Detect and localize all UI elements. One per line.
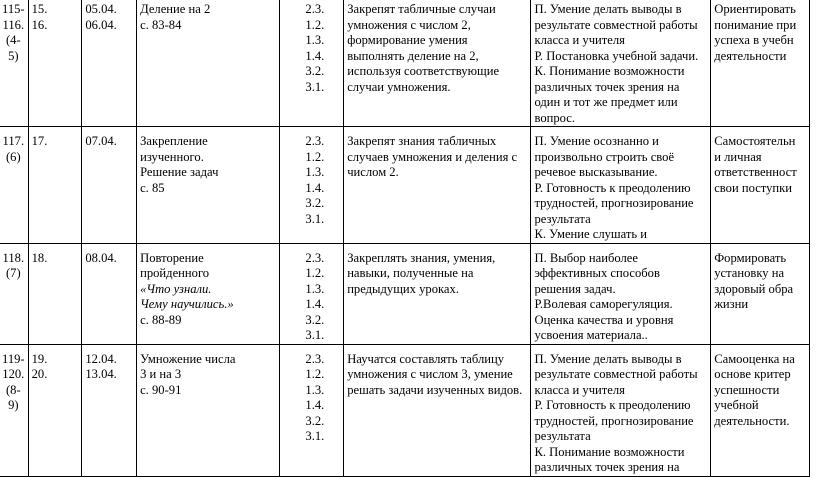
uud-cell <box>531 344 711 476</box>
lesson-number-line: 118. <box>2 250 25 265</box>
uud-line: результата <box>534 429 591 443</box>
subject-results-line: Закреплять знания, умения, <box>347 250 496 265</box>
requirement-codes-line: 1.3. <box>305 165 325 179</box>
date-cell <box>82 243 137 344</box>
topic-cell <box>137 243 279 344</box>
topic-line: с. 90-91 <box>140 382 182 397</box>
uud-line: Р.Волевая саморегуляция. <box>534 297 673 311</box>
topic-line: пройденного <box>140 266 210 280</box>
date-line: 05.04. <box>85 2 117 16</box>
personal-results-line: здоровый обра <box>714 281 794 296</box>
uud-line: К. Умение слушать и <box>534 227 648 241</box>
uud-line: речевое высказывание. <box>534 165 658 179</box>
uud-line: класса и учителя <box>534 33 625 47</box>
personal-results-cell <box>711 127 810 244</box>
topic-line: Решение задач <box>140 165 219 179</box>
topic-line: «Что узнали. <box>140 281 212 296</box>
requirement-codes-line: 3.2. <box>305 312 325 327</box>
lesson-index-line: 15. <box>31 2 48 16</box>
uud-line: П. Умение осознанно и <box>534 134 659 148</box>
personal-results-line: Самостоятельн <box>714 134 796 148</box>
uud-line: усвоения материала.. <box>534 328 648 342</box>
requirement-codes-line: 3.1. <box>305 328 325 342</box>
lesson-index-cell <box>28 243 82 344</box>
subject-results-line: Научатся составлять таблицу <box>347 351 505 366</box>
uud-cell <box>531 0 711 127</box>
requirement-codes-line: 1.4. <box>305 180 325 195</box>
uud-line: Р. Готовность к преодолению <box>534 398 691 412</box>
uud-line: результате совместной работы <box>534 367 698 381</box>
date-line: 06.04. <box>85 17 117 32</box>
date-line: 13.04. <box>85 367 117 381</box>
uud-line: результата <box>534 211 591 226</box>
date-line: 07.04. <box>85 134 117 148</box>
personal-results-line: жизни <box>714 297 749 311</box>
topic-cell <box>137 0 279 127</box>
uud-line: К. Понимание возможности <box>534 64 685 78</box>
uud-line: класса и учителя <box>534 382 625 397</box>
personal-results-cell <box>711 0 810 127</box>
requirement-codes-line: 1.3. <box>305 33 325 47</box>
lesson-index-line: 19. <box>31 351 48 366</box>
lesson-number-line: 119- <box>2 351 25 366</box>
personal-results-line: основе критер <box>714 367 791 381</box>
uud-line: один и тот же предмет или <box>534 95 678 109</box>
uud-cell <box>531 243 711 344</box>
subject-results-line: Закрепят знания табличных <box>347 134 497 148</box>
uud-cell <box>531 127 711 244</box>
topic-line: изученного. <box>140 149 204 164</box>
lesson-number-cell <box>0 127 28 244</box>
personal-results-line: и личная <box>714 149 762 164</box>
lesson-number-line: (6) <box>5 149 21 164</box>
requirement-codes-line: 1.4. <box>305 48 325 63</box>
uud-line: различных точек зрения на <box>534 460 680 474</box>
requirement-codes-line: 1.4. <box>305 398 325 412</box>
topic-line: Деление на 2 <box>140 2 211 16</box>
date-cell <box>82 127 137 244</box>
requirement-codes-line: 1.3. <box>305 382 325 397</box>
date-line: 08.04. <box>85 250 117 265</box>
topic-line: с. 85 <box>140 180 165 195</box>
lesson-number-line: 120. <box>2 367 25 381</box>
topic-line: с. 88-89 <box>140 312 182 327</box>
subject-results-line: умножения с числом 3, умение <box>347 367 513 381</box>
requirement-codes-line: 1.2. <box>305 367 325 381</box>
uud-line: результате совместной работы <box>534 17 698 32</box>
topic-line: с. 83-84 <box>140 17 182 32</box>
personal-results-line: учебной <box>714 398 759 412</box>
lesson-number-line: (8- <box>5 382 21 397</box>
topic-cell <box>137 344 279 476</box>
topic-line: 3 и на 3 <box>140 367 182 381</box>
lesson-index-line: 16. <box>31 17 48 32</box>
personal-results-line: понимание при <box>714 17 797 32</box>
personal-results-line: Самооценка на <box>714 351 795 366</box>
requirement-codes-line: 3.2. <box>305 413 325 428</box>
lesson-number-line: 9) <box>8 398 19 412</box>
subject-results-line: Закрепят табличные случаи <box>347 2 496 16</box>
personal-results-line: Ориентировать <box>714 2 796 16</box>
table-row <box>0 243 810 344</box>
requirement-codes-line: 1.2. <box>305 17 325 32</box>
lesson-index-line: 17. <box>31 134 48 148</box>
personal-results-cell <box>711 344 810 476</box>
lesson-number-line: (7) <box>5 266 21 280</box>
lesson-number-line: 116. <box>2 17 25 32</box>
requirement-codes-cell <box>279 127 344 244</box>
personal-results-line: успешности <box>714 382 780 397</box>
personal-results-line: деятельности. <box>714 413 790 428</box>
subject-results-line: формирование умения <box>347 33 468 47</box>
requirement-codes-line: 3.1. <box>305 79 325 94</box>
uud-line: вопрос. <box>534 110 576 125</box>
requirement-codes-line: 1.2. <box>305 266 325 280</box>
personal-results-line: деятельности <box>714 48 787 63</box>
subject-results-cell <box>344 243 531 344</box>
lesson-number-line: 117. <box>2 134 25 148</box>
lesson-number-line: 115- <box>2 2 25 16</box>
lesson-index-line: 18. <box>31 250 48 265</box>
requirement-codes-line: 3.1. <box>305 429 325 443</box>
personal-results-line: установку на <box>714 266 785 280</box>
personal-results-line: ответственност <box>714 165 797 179</box>
topic-line: Повторение <box>140 250 204 265</box>
lesson-number-cell <box>0 0 28 127</box>
uud-line: эффективных способов <box>534 266 660 280</box>
subject-results-line: умножения с числом 2, <box>347 17 471 32</box>
topic-line: Умножение числа <box>140 351 236 366</box>
requirement-codes-line: 2.3. <box>305 2 325 16</box>
requirement-codes-cell <box>279 0 344 127</box>
requirement-codes-cell <box>279 344 344 476</box>
uud-line: П. Выбор наиболее <box>534 250 638 265</box>
subject-results-cell <box>344 344 531 476</box>
requirement-codes-line: 1.2. <box>305 149 325 164</box>
personal-results-line: свои поступки <box>714 180 793 195</box>
subject-results-cell <box>344 0 531 127</box>
subject-results-line: решать задачи изученных видов. <box>347 382 523 397</box>
lesson-number-line: 5) <box>8 48 19 63</box>
lesson-index-cell <box>28 344 82 476</box>
requirement-codes-line: 2.3. <box>305 134 325 148</box>
topic-line: Закрепление <box>140 134 208 148</box>
uud-line: Р. Готовность к преодолению <box>534 180 691 195</box>
subject-results-line: используя соответствующие <box>347 64 500 78</box>
lesson-index-cell <box>28 127 82 244</box>
table-row <box>0 344 810 476</box>
subject-results-line: случаев умножения и деления с <box>347 149 518 164</box>
uud-line: трудностей, прогнозирование <box>534 196 694 210</box>
subject-results-line: числом 2. <box>347 165 399 179</box>
requirement-codes-line: 1.4. <box>305 297 325 311</box>
date-cell <box>82 0 137 127</box>
lesson-index-cell <box>28 0 82 127</box>
topic-line: Чему научились.» <box>140 297 234 311</box>
subject-results-cell <box>344 127 531 244</box>
uud-line: К. Понимание возможности <box>534 444 685 459</box>
subject-results-line: выполнять деление на 2, <box>347 48 479 63</box>
subject-results-line: случаи умножения. <box>347 79 451 94</box>
table-row <box>0 0 810 127</box>
uud-line: П. Умение делать выводы в <box>534 2 682 16</box>
personal-results-line: успеха в учебн <box>714 33 794 47</box>
uud-line: Р. Постановка учебной задачи. <box>534 48 699 63</box>
subject-results-line: навыки, полученные на <box>347 266 474 280</box>
uud-line: различных точек зрения на <box>534 79 680 94</box>
uud-line: решения задач. <box>534 281 616 296</box>
uud-line: Оценка качества и уровня <box>534 312 674 327</box>
table-row <box>0 127 810 244</box>
lesson-index-line: 20. <box>31 367 48 381</box>
subject-results-line: предыдущих уроках. <box>347 281 459 296</box>
uud-line: произвольно строить своё <box>534 149 675 164</box>
personal-results-line: Формировать <box>714 250 787 265</box>
requirement-codes-cell <box>279 243 344 344</box>
requirement-codes-line: 2.3. <box>305 351 325 366</box>
personal-results-cell <box>711 243 810 344</box>
uud-line: трудностей, прогнозирование <box>534 413 694 428</box>
requirement-codes-line: 1.3. <box>305 281 325 296</box>
requirement-codes-line: 3.1. <box>305 211 325 226</box>
requirement-codes-line: 3.2. <box>305 64 325 78</box>
requirement-codes-line: 2.3. <box>305 250 325 265</box>
lesson-number-cell <box>0 344 28 476</box>
date-line: 12.04. <box>85 351 117 366</box>
lesson-number-cell <box>0 243 28 344</box>
date-cell <box>82 344 137 476</box>
requirement-codes-line: 3.2. <box>305 196 325 210</box>
uud-line: П. Умение делать выводы в <box>534 351 682 366</box>
topic-cell <box>137 127 279 244</box>
lesson-number-line: (4- <box>5 33 21 47</box>
